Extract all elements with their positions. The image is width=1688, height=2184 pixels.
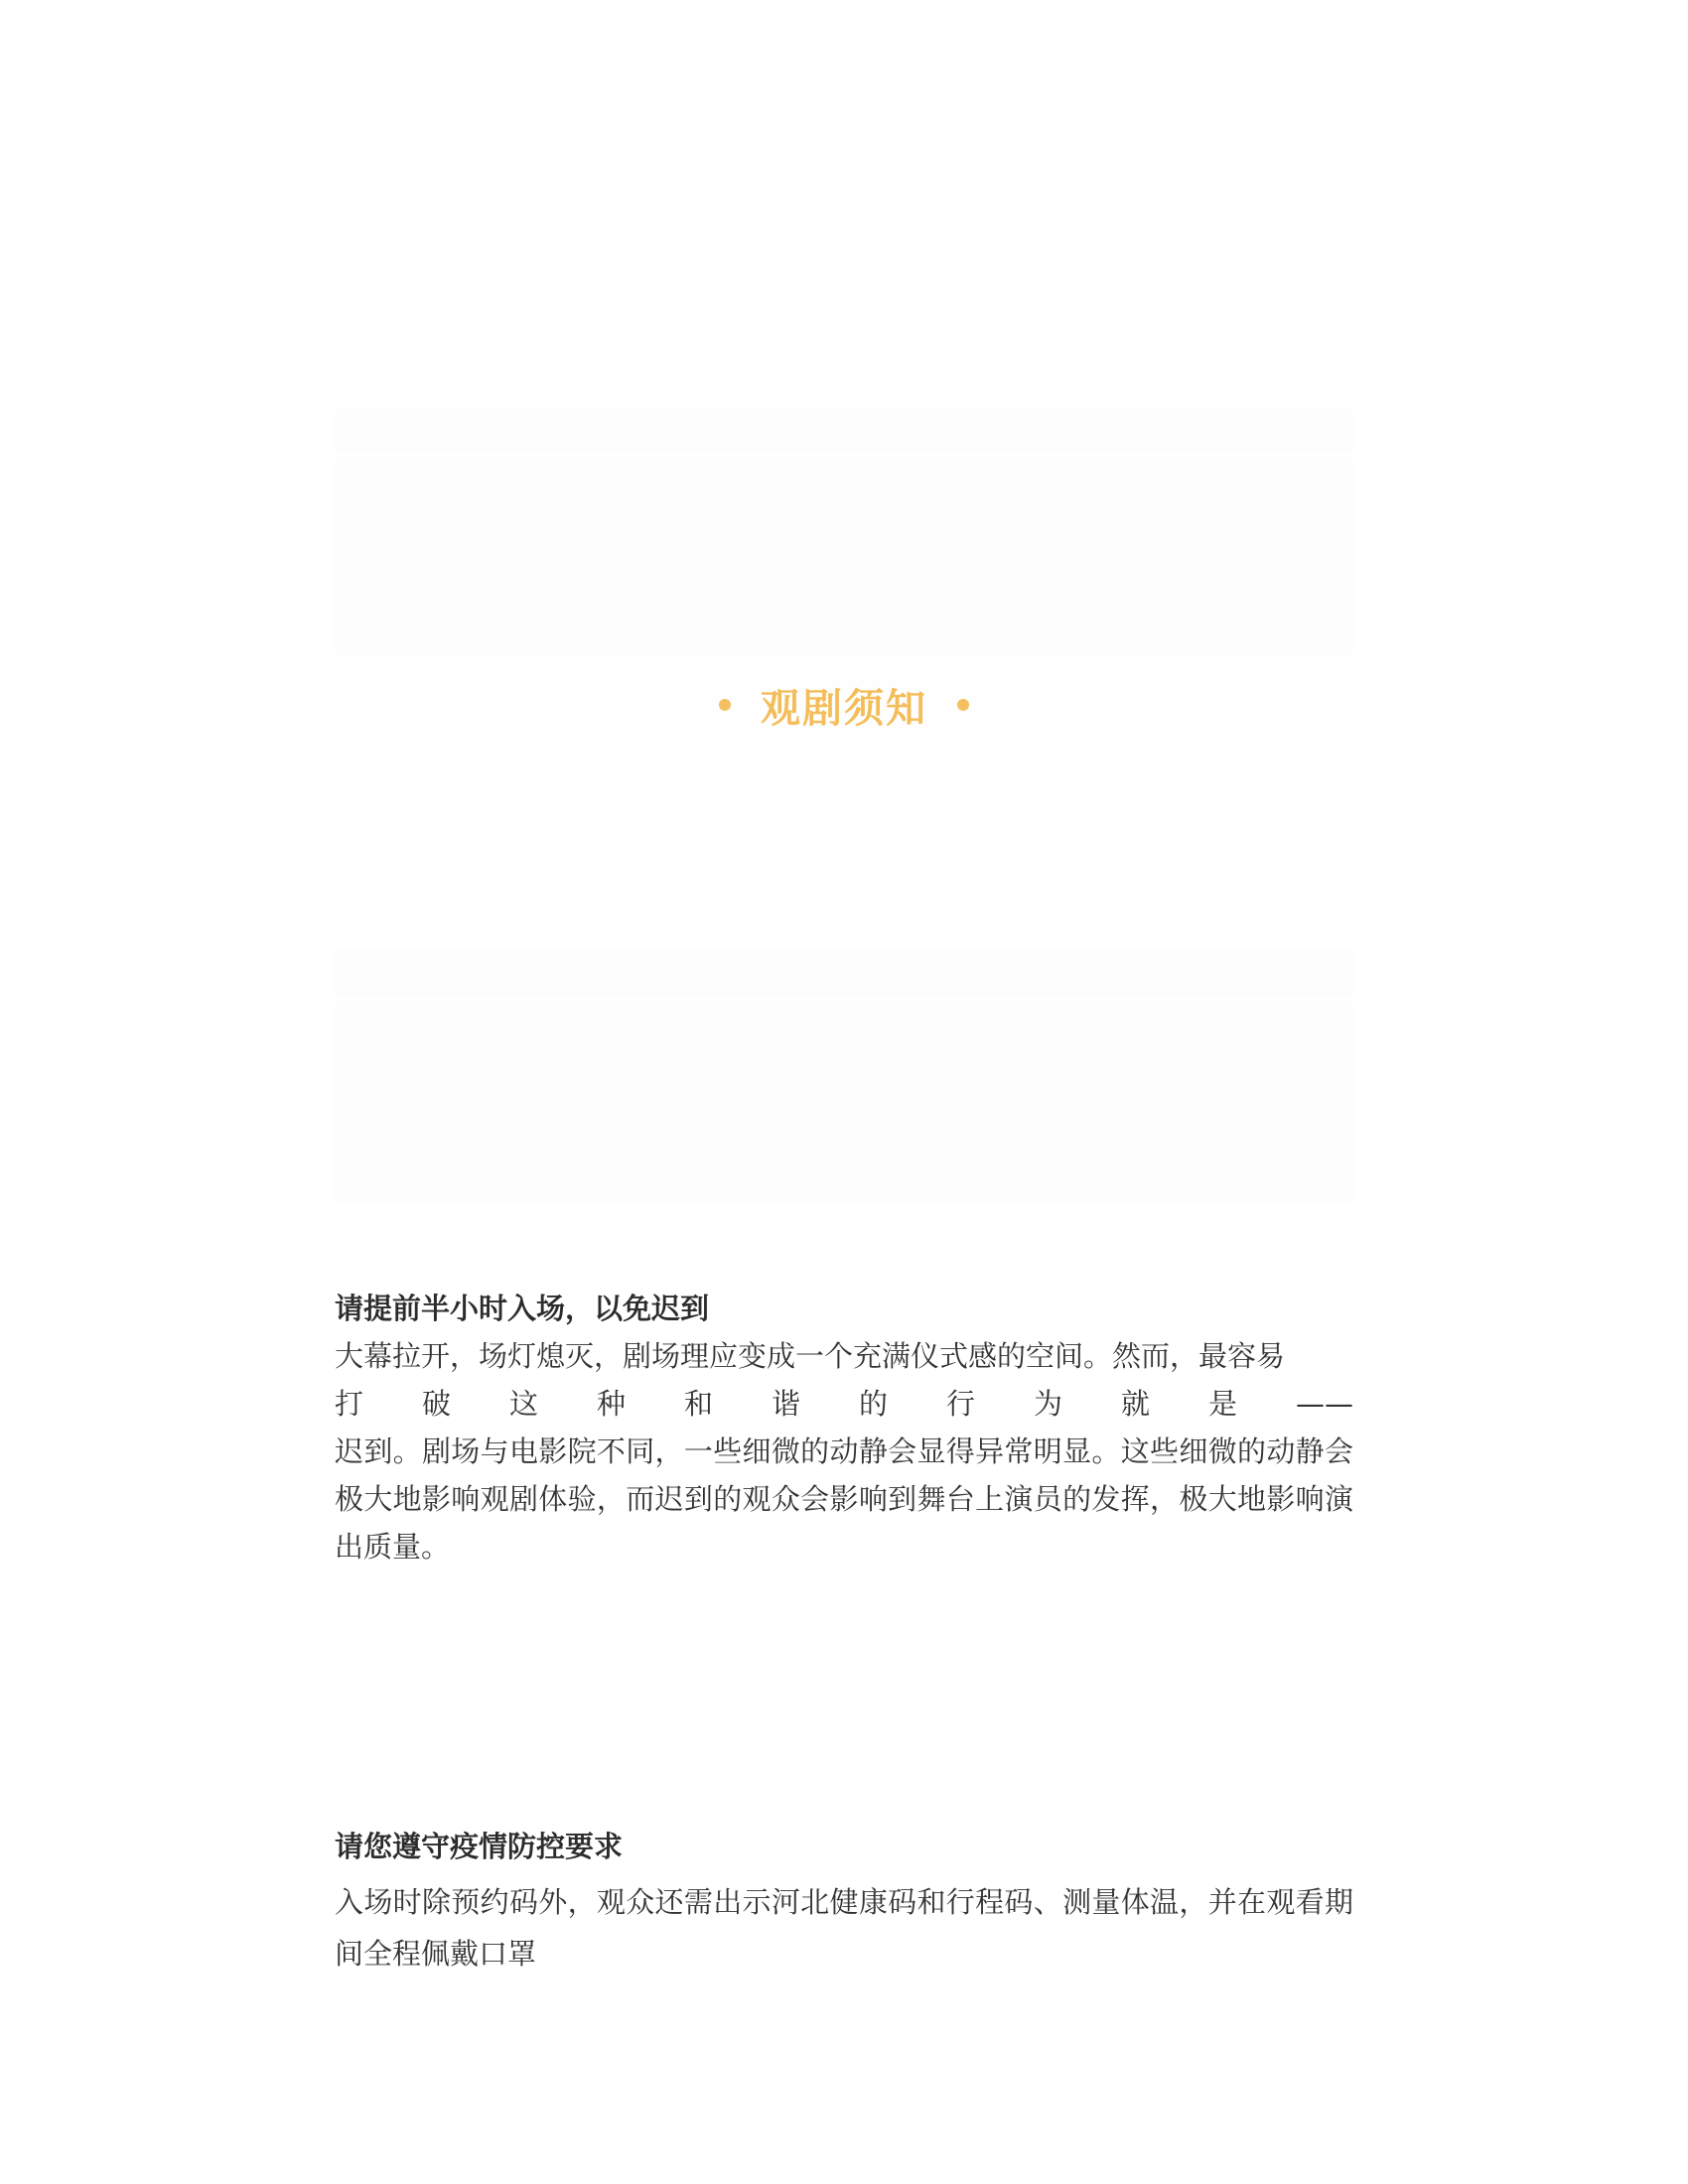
line-char: 破 [422, 1387, 452, 1421]
decorative-panel-lower-strip [335, 948, 1353, 998]
line-char: —— [1296, 1387, 1353, 1421]
decorative-panel-upper [335, 457, 1353, 655]
section-epidemic-heading: 请您遵守疫情防控要求 [335, 1830, 624, 1863]
line-char: 行 [946, 1387, 976, 1421]
line-char: 和 [684, 1387, 714, 1421]
title-right-dot [957, 699, 969, 711]
line-char: 为 [1034, 1387, 1063, 1421]
section-arrival-body: 迟到。剧场与电影院不同，一些细微的动静会显得异常明显。这些细微的动静会极大地影响观剧体验，而迟到的观众会影响到舞台上演员的发挥，极大地影响演出质量。 [335, 1434, 1353, 1564]
decorative-panel-top [335, 407, 1353, 455]
section-epidemic [335, 1823, 1353, 1979]
line-char: 种 [597, 1387, 627, 1421]
line-char: 谐 [772, 1387, 801, 1421]
decorative-panel-lower [335, 1001, 1353, 1204]
section-arrival-heading: 请提前半小时入场，以免迟到 [335, 1292, 710, 1325]
section-epidemic-body: 入场时除预约码外，观众还需出示河北健康码和行程码、测量体温，并在观看期间全程佩戴口罩 [335, 1885, 1353, 1971]
line-char: 就 [1121, 1387, 1151, 1421]
section-arrival [335, 1285, 1353, 1570]
line-char: 的 [859, 1387, 889, 1421]
line-char: 这 [509, 1387, 539, 1421]
title-left-dot [719, 699, 731, 711]
section-arrival-line-1: 大幕拉开，场灯熄灭，剧场理应变成一个充满仪式感的空间。然而，最容易 [335, 1339, 1286, 1373]
line-char: 打 [335, 1387, 364, 1421]
section-arrival-line-2 [335, 1380, 1353, 1428]
notice-title: 观剧须知 [761, 685, 927, 732]
line-char: 是 [1208, 1387, 1238, 1421]
notice-title-banner [382, 670, 1306, 740]
